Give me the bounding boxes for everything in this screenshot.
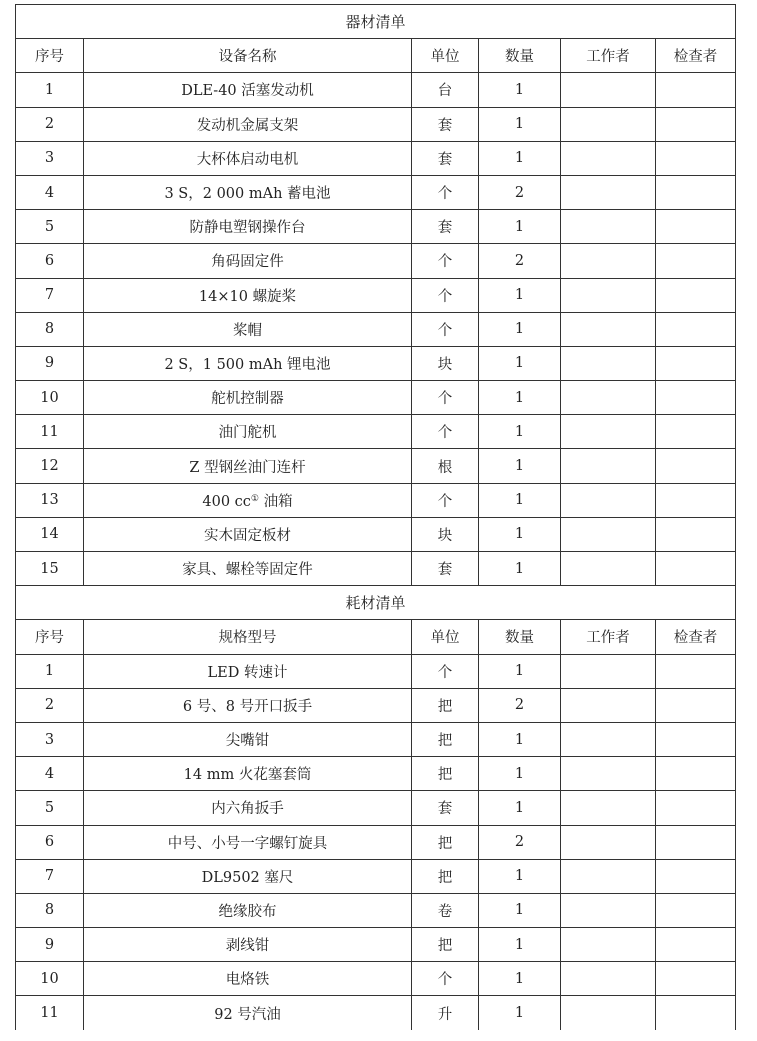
unit-cell: 个 xyxy=(412,175,479,209)
item-name: DLE-40 活塞发动机 xyxy=(181,83,314,100)
quantity-cell: 1 xyxy=(479,312,561,346)
item-name: 剥线钳 xyxy=(225,938,270,955)
item-name-cell xyxy=(84,552,412,586)
item-name-cell xyxy=(84,825,412,859)
inspector-cell xyxy=(656,962,736,996)
quantity-cell: 1 xyxy=(479,449,561,483)
table-row xyxy=(16,688,736,722)
item-name: 大杯体启动电机 xyxy=(196,151,299,168)
worker-cell xyxy=(561,449,656,483)
worker-cell xyxy=(561,757,656,791)
worker-cell xyxy=(561,825,656,859)
item-name-cell xyxy=(84,312,412,346)
quantity-cell: 1 xyxy=(479,552,561,586)
table-row xyxy=(16,928,736,962)
unit-cell: 块 xyxy=(412,517,479,551)
unit-cell: 个 xyxy=(412,415,479,449)
row-number-cell: 3 xyxy=(16,141,84,175)
unit-cell: 台 xyxy=(412,73,479,107)
quantity-cell: 1 xyxy=(479,859,561,893)
quantity-cell: 1 xyxy=(479,210,561,244)
quantity-cell: 2 xyxy=(479,244,561,278)
table-row xyxy=(16,791,736,825)
column-header: 数量 xyxy=(479,620,561,654)
row-number-cell: 5 xyxy=(16,791,84,825)
table-row xyxy=(16,346,736,380)
worker-cell xyxy=(561,346,656,380)
item-name-cell xyxy=(84,278,412,312)
row-number-cell: 13 xyxy=(16,483,84,517)
worker-cell xyxy=(561,928,656,962)
worker-cell xyxy=(561,381,656,415)
section-title-row xyxy=(16,586,736,620)
inspector-cell xyxy=(656,757,736,791)
inspector-cell xyxy=(656,893,736,927)
inspector-cell xyxy=(656,107,736,141)
row-number-cell: 5 xyxy=(16,210,84,244)
quantity-cell: 2 xyxy=(479,825,561,859)
inspector-cell xyxy=(656,381,736,415)
column-header: 工作者 xyxy=(561,620,656,654)
table-row xyxy=(16,278,736,312)
unit-cell: 把 xyxy=(412,722,479,756)
unit-cell: 个 xyxy=(412,962,479,996)
unit-cell: 把 xyxy=(412,757,479,791)
worker-cell xyxy=(561,278,656,312)
item-name: LED 转速计 xyxy=(207,664,288,681)
quantity-cell: 1 xyxy=(479,415,561,449)
row-number-cell: 6 xyxy=(16,825,84,859)
row-number-cell: 7 xyxy=(16,278,84,312)
row-number-cell: 9 xyxy=(16,346,84,380)
item-name: 绝缘胶布 xyxy=(218,903,277,920)
unit-cell: 把 xyxy=(412,825,479,859)
row-number-cell: 7 xyxy=(16,859,84,893)
table-row xyxy=(16,654,736,688)
header-row xyxy=(16,39,736,73)
worker-cell xyxy=(561,483,656,517)
worker-cell xyxy=(561,175,656,209)
unit-cell: 套 xyxy=(412,107,479,141)
table-row xyxy=(16,996,736,1030)
unit-cell: 个 xyxy=(412,483,479,517)
table-row xyxy=(16,825,736,859)
item-name-cell xyxy=(84,107,412,141)
inspector-cell xyxy=(656,312,736,346)
row-number-cell: 11 xyxy=(16,415,84,449)
item-name-cell xyxy=(84,175,412,209)
row-number-cell: 8 xyxy=(16,312,84,346)
quantity-cell: 1 xyxy=(479,893,561,927)
item-name: 400 cc xyxy=(202,493,251,510)
row-number-cell: 10 xyxy=(16,962,84,996)
worker-cell xyxy=(561,141,656,175)
worker-cell xyxy=(561,688,656,722)
inspector-cell xyxy=(656,210,736,244)
unit-cell: 个 xyxy=(412,278,479,312)
inspector-cell xyxy=(656,346,736,380)
row-number-cell: 1 xyxy=(16,654,84,688)
quantity-cell: 1 xyxy=(479,107,561,141)
worker-cell xyxy=(561,722,656,756)
table-row xyxy=(16,722,736,756)
table-row xyxy=(16,141,736,175)
item-name: 防静电塑钢操作台 xyxy=(189,220,306,237)
unit-cell: 根 xyxy=(412,449,479,483)
item-name-cell xyxy=(84,859,412,893)
unit-cell: 把 xyxy=(412,688,479,722)
quantity-cell: 1 xyxy=(479,278,561,312)
quantity-cell: 1 xyxy=(479,73,561,107)
item-name-cell xyxy=(84,449,412,483)
item-name: DL9502 塞尺 xyxy=(201,869,294,886)
item-name: 发动机金属支架 xyxy=(196,117,299,134)
column-header: 单位 xyxy=(412,620,479,654)
item-name: 6 号、8 号开口扳手 xyxy=(182,698,313,715)
quantity-cell: 1 xyxy=(479,928,561,962)
item-name: 尖嘴钳 xyxy=(225,733,270,750)
unit-cell: 升 xyxy=(412,996,479,1030)
table-row xyxy=(16,517,736,551)
item-name-cell xyxy=(84,962,412,996)
worker-cell xyxy=(561,210,656,244)
inspector-cell xyxy=(656,175,736,209)
item-name-cell xyxy=(84,996,412,1030)
worker-cell xyxy=(561,244,656,278)
item-name-cell xyxy=(84,517,412,551)
column-header: 规格型号 xyxy=(84,620,412,654)
inspector-cell xyxy=(656,825,736,859)
column-header: 序号 xyxy=(16,39,84,73)
worker-cell xyxy=(561,962,656,996)
item-name: 92 号汽油 xyxy=(214,1006,281,1023)
item-name-cell xyxy=(84,210,412,244)
item-name-cell xyxy=(84,928,412,962)
inspector-cell xyxy=(656,722,736,756)
worker-cell xyxy=(561,996,656,1030)
inspector-cell xyxy=(656,791,736,825)
item-name: 2 S，1 500 mAh 锂电池 xyxy=(164,356,331,373)
unit-cell: 套 xyxy=(412,141,479,175)
item-name-cell xyxy=(84,654,412,688)
worker-cell xyxy=(561,73,656,107)
item-name: 角码固定件 xyxy=(211,254,284,271)
footnote-marker: ① xyxy=(250,493,259,504)
table-row xyxy=(16,757,736,791)
item-name-cell xyxy=(84,757,412,791)
item-name: 14 mm 火花塞套筒 xyxy=(183,767,312,784)
quantity-cell: 1 xyxy=(479,141,561,175)
item-name-suffix: 油箱 xyxy=(259,493,293,510)
worker-cell xyxy=(561,791,656,825)
unit-cell: 个 xyxy=(412,244,479,278)
inspector-cell xyxy=(656,73,736,107)
item-name-cell xyxy=(84,141,412,175)
checklist-body xyxy=(16,5,736,1030)
quantity-cell: 1 xyxy=(479,757,561,791)
row-number-cell: 2 xyxy=(16,688,84,722)
table-row xyxy=(16,893,736,927)
item-name: 内六角扳手 xyxy=(211,801,284,818)
item-name-cell xyxy=(84,791,412,825)
row-number-cell: 4 xyxy=(16,175,84,209)
quantity-cell: 1 xyxy=(479,483,561,517)
table-row xyxy=(16,449,736,483)
item-name: 舵机控制器 xyxy=(211,391,284,408)
item-name: 中号、小号一字螺钉旋具 xyxy=(167,835,328,852)
worker-cell xyxy=(561,312,656,346)
inspector-cell xyxy=(656,859,736,893)
section-title: 耗材清单 xyxy=(16,586,736,620)
quantity-cell: 1 xyxy=(479,346,561,380)
quantity-cell: 1 xyxy=(479,654,561,688)
item-name: 14×10 螺旋桨 xyxy=(198,288,297,305)
header-row xyxy=(16,620,736,654)
unit-cell: 套 xyxy=(412,791,479,825)
column-header: 序号 xyxy=(16,620,84,654)
item-name-cell xyxy=(84,688,412,722)
row-number-cell: 15 xyxy=(16,552,84,586)
row-number-cell: 8 xyxy=(16,893,84,927)
item-name-cell xyxy=(84,415,412,449)
table-row xyxy=(16,175,736,209)
worker-cell xyxy=(561,893,656,927)
column-header: 检查者 xyxy=(656,620,736,654)
worker-cell xyxy=(561,552,656,586)
table-row xyxy=(16,962,736,996)
item-name: Z 型钢丝油门连杆 xyxy=(189,459,306,476)
table-row xyxy=(16,859,736,893)
item-name-cell xyxy=(84,346,412,380)
item-name-cell xyxy=(84,483,412,517)
table-row xyxy=(16,415,736,449)
item-name: 实木固定板材 xyxy=(204,527,291,544)
row-number-cell: 14 xyxy=(16,517,84,551)
table-row xyxy=(16,483,736,517)
table-row xyxy=(16,107,736,141)
column-header: 设备名称 xyxy=(84,39,412,73)
row-number-cell: 6 xyxy=(16,244,84,278)
row-number-cell: 1 xyxy=(16,73,84,107)
item-name-cell xyxy=(84,893,412,927)
item-name: 家具、螺栓等固定件 xyxy=(182,562,313,579)
quantity-cell: 1 xyxy=(479,791,561,825)
section-title: 器材清单 xyxy=(16,5,736,39)
unit-cell: 个 xyxy=(412,381,479,415)
worker-cell xyxy=(561,107,656,141)
row-number-cell: 12 xyxy=(16,449,84,483)
inspector-cell xyxy=(656,654,736,688)
table-row xyxy=(16,244,736,278)
quantity-cell: 1 xyxy=(479,722,561,756)
row-number-cell: 4 xyxy=(16,757,84,791)
column-header: 数量 xyxy=(479,39,561,73)
row-number-cell: 11 xyxy=(16,996,84,1030)
item-name-cell xyxy=(84,73,412,107)
inspector-cell xyxy=(656,244,736,278)
inspector-cell xyxy=(656,517,736,551)
unit-cell: 把 xyxy=(412,928,479,962)
item-name-cell xyxy=(84,244,412,278)
section-title-row xyxy=(16,5,736,39)
item-name: 3 S，2 000 mAh 蓄电池 xyxy=(164,186,331,203)
unit-cell: 块 xyxy=(412,346,479,380)
quantity-cell: 2 xyxy=(479,175,561,209)
inspector-cell xyxy=(656,996,736,1030)
inspector-cell xyxy=(656,552,736,586)
column-header: 单位 xyxy=(412,39,479,73)
quantity-cell: 1 xyxy=(479,962,561,996)
unit-cell: 卷 xyxy=(412,893,479,927)
table-row xyxy=(16,552,736,586)
unit-cell: 个 xyxy=(412,654,479,688)
inspector-cell xyxy=(656,449,736,483)
inspector-cell xyxy=(656,928,736,962)
table-row xyxy=(16,381,736,415)
item-name-cell xyxy=(84,722,412,756)
unit-cell: 套 xyxy=(412,552,479,586)
worker-cell xyxy=(561,415,656,449)
inspector-cell xyxy=(656,415,736,449)
item-name: 油门舵机 xyxy=(218,425,277,442)
item-name: 电烙铁 xyxy=(225,972,270,989)
checklist-table xyxy=(15,4,736,1030)
row-number-cell: 3 xyxy=(16,722,84,756)
quantity-cell: 1 xyxy=(479,517,561,551)
inspector-cell xyxy=(656,688,736,722)
worker-cell xyxy=(561,859,656,893)
unit-cell: 把 xyxy=(412,859,479,893)
table-row xyxy=(16,312,736,346)
row-number-cell: 9 xyxy=(16,928,84,962)
column-header: 工作者 xyxy=(561,39,656,73)
row-number-cell: 2 xyxy=(16,107,84,141)
worker-cell xyxy=(561,517,656,551)
column-header: 检查者 xyxy=(656,39,736,73)
unit-cell: 个 xyxy=(412,312,479,346)
worker-cell xyxy=(561,654,656,688)
item-name: 桨帽 xyxy=(233,322,262,339)
quantity-cell: 1 xyxy=(479,996,561,1030)
inspector-cell xyxy=(656,483,736,517)
table-row xyxy=(16,210,736,244)
inspector-cell xyxy=(656,141,736,175)
quantity-cell: 2 xyxy=(479,688,561,722)
table-row xyxy=(16,73,736,107)
quantity-cell: 1 xyxy=(479,381,561,415)
row-number-cell: 10 xyxy=(16,381,84,415)
unit-cell: 套 xyxy=(412,210,479,244)
inspector-cell xyxy=(656,278,736,312)
item-name-cell xyxy=(84,381,412,415)
